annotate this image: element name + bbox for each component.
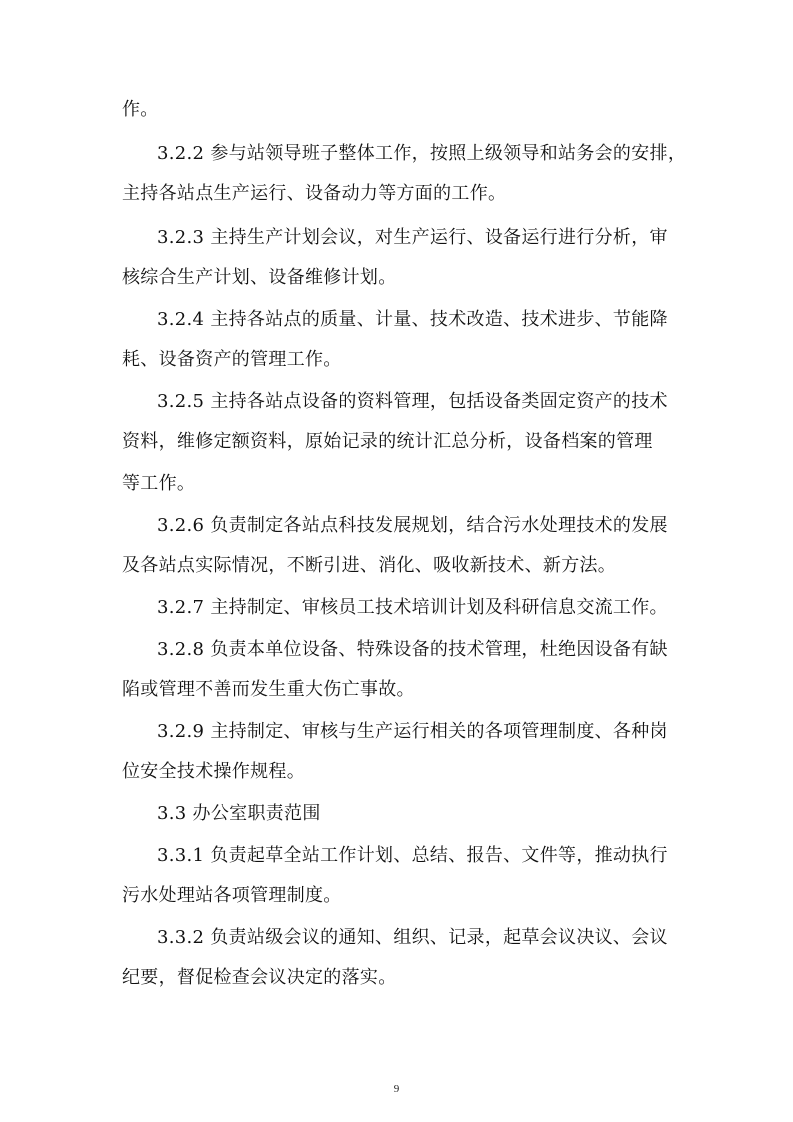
text-line: 3.2.4 主持各站点的质量、计量、技术改造、技术进步、节能降: [157, 309, 668, 330]
text-line: 位安全技术操作规程。: [122, 761, 305, 782]
text-line: 3.3 办公室职责范围: [157, 803, 321, 824]
text-line: 作。: [122, 99, 159, 120]
text-line: 3.2.9 主持制定、审核与生产运行相关的各项管理制度、各种岗: [157, 721, 668, 742]
text-line: 3.3.2 负责站级会议的通知、组织、记录，起草会议决议、会议: [157, 927, 668, 948]
text-line: 等工作。: [122, 473, 196, 494]
text-line: 陷或管理不善而发生重大伤亡事故。: [122, 679, 415, 700]
text-line: 3.2.2 参与站领导班子整体工作，按照上级领导和站务会的安排，: [157, 143, 687, 164]
text-line: 3.3.1 负责起草全站工作计划、总结、报告、文件等，推动执行: [157, 845, 668, 866]
text-line: 3.2.6 负责制定各站点科技发展规划，结合污水处理技术的发展: [157, 515, 668, 536]
text-line: 3.2.8 负责本单位设备、特殊设备的技术管理，杜绝因设备有缺: [157, 639, 668, 660]
text-line: 及各站点实际情况，不断引进、消化、吸收新技术、新方法。: [122, 555, 617, 576]
text-line: 耗、设备资产的管理工作。: [122, 349, 342, 370]
text-line: 纪要，督促检查会议决定的落实。: [122, 967, 397, 988]
text-line: 主持各站点生产运行、设备动力等方面的工作。: [122, 183, 507, 204]
text-line: 3.2.5 主持各站点设备的资料管理，包括设备类固定资产的技术: [157, 391, 668, 412]
text-line: 核综合生产计划、设备维修计划。: [122, 267, 397, 288]
text-line: 3.2.7 主持制定、审核员工技术培训计划及科研信息交流工作。: [157, 597, 668, 618]
page-number: 9: [393, 1083, 400, 1095]
text-line: 资料，维修定额资料，原始记录的统计汇总分析，设备档案的管理: [122, 431, 653, 452]
text-line: 污水处理站各项管理制度。: [122, 885, 342, 906]
text-line: 3.2.3 主持生产计划会议，对生产运行、设备运行进行分析，审: [157, 227, 668, 248]
